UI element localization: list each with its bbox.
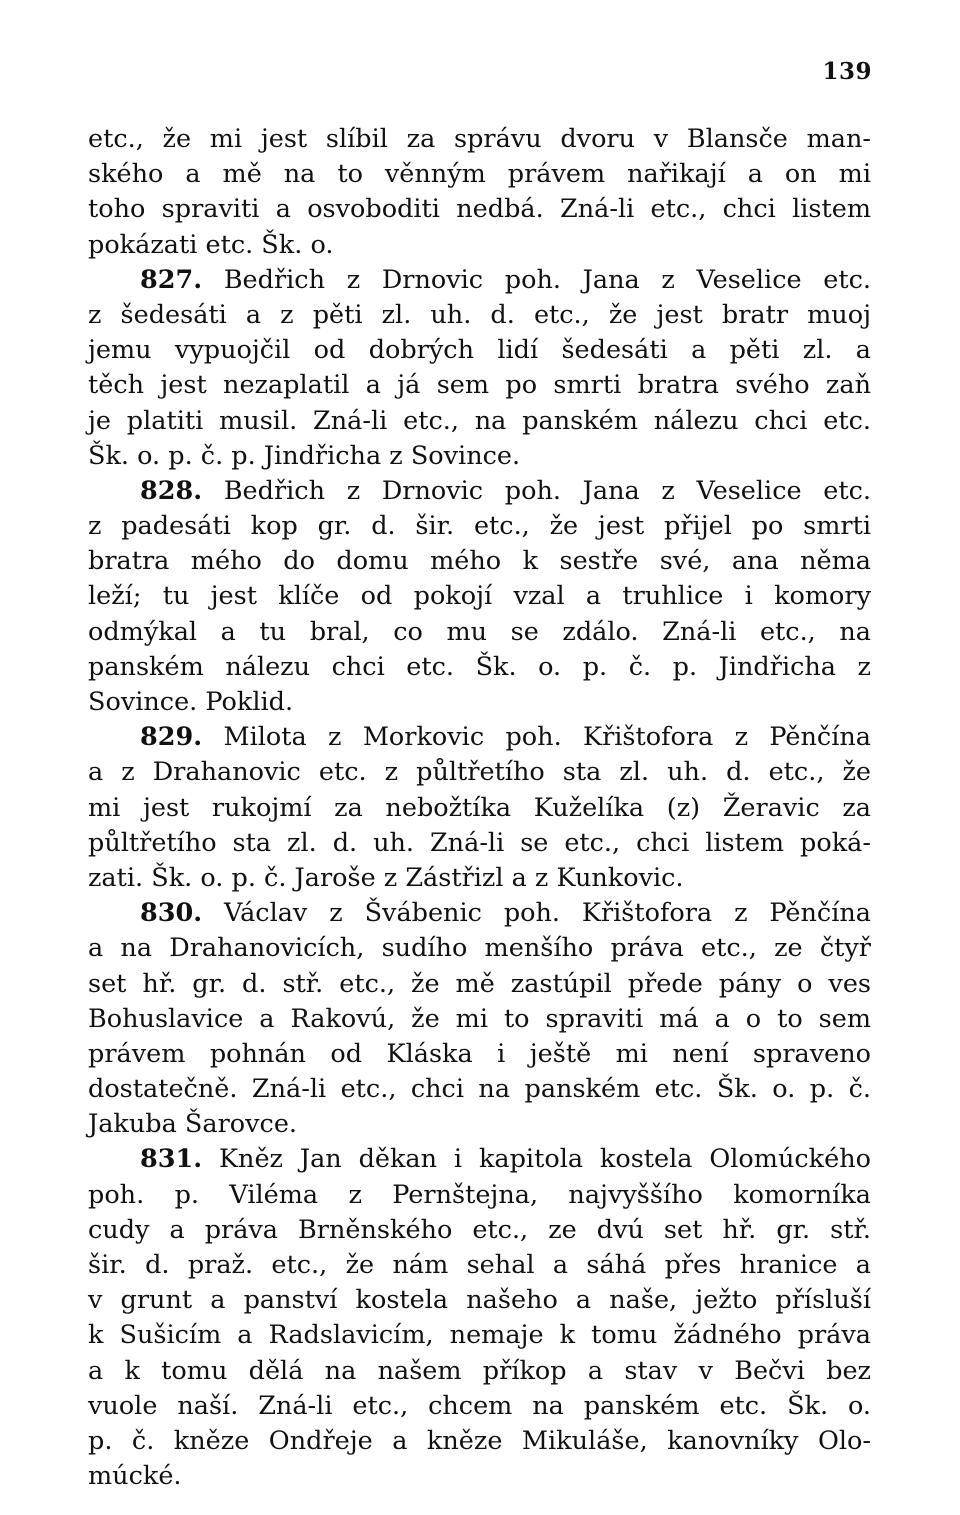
text-line: [88, 1178, 871, 1213]
text-line: [88, 544, 871, 579]
line-text: leží; tu jest klíče od pokojí vzal a truhlice i komory: [88, 581, 871, 612]
text-line: [88, 333, 871, 368]
line-text: poh. p. Viléma z Pernštejna, najvyššího komorníka: [88, 1179, 871, 1210]
text-line: [88, 157, 871, 192]
line-text: mi jest rukojmí za nebožtíka Kuželíka (z) Žeravic za: [88, 792, 871, 823]
entry-number: 831.: [140, 1144, 203, 1175]
line-text: z padesáti kop gr. d. šir. etc., že jest přijel po smrti: [88, 511, 871, 542]
text-line: [88, 685, 871, 720]
line-text: Šk. o. p. č. p. Jindřicha z Sovince.: [88, 440, 521, 471]
text-line: [88, 967, 871, 1002]
line-text: cudy a práva Brněnského etc., ze dvú set hř. gr. stř.: [88, 1214, 871, 1245]
text-line: [88, 263, 871, 298]
text-line: [88, 1107, 871, 1142]
line-text: jemu vypuojčil od dobrých lidí šedesáti a pěti zl. a: [88, 335, 871, 366]
text-line: [88, 615, 871, 650]
text-line: [88, 1002, 871, 1037]
line-text: a k tomu dělá na našem příkop a stav v Bečvi bez: [88, 1355, 871, 1386]
line-text: set hř. gr. d. stř. etc., že mě zastúpil přede pány o ves: [88, 968, 871, 999]
line-text: Bohuslavice a Rakovú, že mi to spraviti má a o to sem: [88, 1003, 871, 1034]
text-line: [88, 1248, 871, 1283]
line-text: Bedřich z Drnovic poh. Jana z Veselice etc.: [223, 475, 872, 506]
text-line: [88, 474, 871, 509]
text-line: [88, 1283, 871, 1318]
line-text: p. č. kněze Ondřeje a kněze Mikuláše, kanovníky Olo-: [88, 1425, 871, 1456]
line-text: z šedesáti a z pěti zl. uh. d. etc., že jest bratr muoj: [88, 299, 871, 330]
line-text: panském nálezu chci etc. Šk. o. p. č. p. Jindřicha z: [88, 651, 871, 682]
text-line: [88, 861, 871, 896]
line-text: bratra mého do domu mého k sestře své, ana něma: [88, 546, 871, 577]
text-line: [88, 1072, 871, 1107]
page-number: 139: [822, 58, 872, 85]
line-text: múcké.: [88, 1461, 182, 1492]
entry-number: 830.: [140, 898, 203, 929]
line-text: dostatečně. Zná-li etc., chci na panském etc. Šk. o. p. č.: [88, 1074, 871, 1105]
text-line: [88, 791, 871, 826]
paragraph: [88, 122, 871, 263]
line-text: etc., že mi jest slíbil za správu dvoru v Blansče man-: [88, 124, 871, 154]
line-text: ského a mě na to věnným právem nařikají a on mi: [88, 159, 871, 190]
text-line: [88, 1142, 871, 1177]
text-line: [88, 1213, 871, 1248]
line-text: Kněz Jan děkan i kapitola kostela Olomúckého: [218, 1144, 871, 1175]
line-text: Jakuba Šarovce.: [88, 1109, 298, 1140]
line-text: Václav z Švábenic poh. Křištofora z Pěnčína: [224, 898, 871, 929]
text-line: [88, 1037, 871, 1072]
entry-number: 829.: [140, 722, 203, 753]
text-line: [88, 509, 871, 544]
text-line: [88, 298, 871, 333]
line-text: je platiti musil. Zná-li etc., na panském nálezu chci etc.: [88, 405, 871, 436]
text-line: [88, 650, 871, 685]
text-line: [88, 826, 871, 861]
line-text: zati. Šk. o. p. č. Jaroše z Zástřizl a z Kunkovic.: [88, 862, 684, 893]
line-text: šir. d. praž. etc., že nám sehal a sáhá přes hranice a: [88, 1250, 871, 1280]
text-line: [88, 931, 871, 966]
entry-number: 827.: [140, 264, 203, 295]
line-text: pokázati etc. Šk. o.: [88, 229, 334, 260]
text-line: [88, 1389, 871, 1424]
text-line: [88, 368, 871, 403]
text-line: [88, 579, 871, 614]
line-text: v grunt a panství kostela našeho a naše, ježto přísluší: [88, 1285, 871, 1316]
line-text: toho spraviti a osvoboditi nedbá. Zná-li etc., chci listem: [88, 194, 871, 225]
paragraph: [88, 720, 871, 896]
line-text: k Sušicím a Radslavicím, nemaje k tomu žádného práva: [88, 1320, 871, 1351]
line-text: právem pohnán od Kláska i ještě mi není spraveno: [88, 1038, 871, 1069]
text-line: [88, 1318, 871, 1353]
entry-number: 828.: [140, 475, 203, 506]
line-text: vuole naší. Zná-li etc., chcem na panském etc. Šk. o.: [88, 1390, 871, 1421]
line-text: odmýkal a tu bral, co mu se zdálo. Zná-li etc., na: [88, 616, 871, 647]
line-text: a z Drahanovic etc. z půltřetího sta zl. uh. d. etc., že: [88, 757, 871, 788]
line-text: těch jest nezaplatil a já sem po smrti bratra svého zaň: [88, 370, 871, 401]
text-line: [88, 439, 871, 474]
text-line: [88, 1354, 871, 1389]
text-line: [88, 404, 871, 439]
line-text: Sovince. Poklid.: [88, 687, 294, 717]
line-text: Milota z Morkovic poh. Křištofora z Pěnčína: [223, 722, 871, 753]
document-body: [88, 122, 871, 1494]
paragraph: [88, 263, 871, 474]
paragraph: [88, 474, 871, 720]
text-line: [88, 896, 871, 931]
line-text: půltřetího sta zl. d. uh. Zná-li se etc., chci listem poká-: [88, 827, 871, 858]
text-line: [88, 1459, 871, 1494]
paragraph: [88, 1142, 871, 1494]
text-line: [88, 720, 871, 755]
paragraph: [88, 896, 871, 1142]
text-line: [88, 755, 871, 790]
text-line: [88, 122, 871, 157]
line-text: a na Drahanovicích, sudího menšího práva etc., ze čtyř: [88, 933, 871, 964]
text-line: [88, 228, 871, 263]
text-line: [88, 1424, 871, 1459]
line-text: Bedřich z Drnovic poh. Jana z Veselice etc.: [223, 264, 872, 295]
text-line: [88, 192, 871, 227]
